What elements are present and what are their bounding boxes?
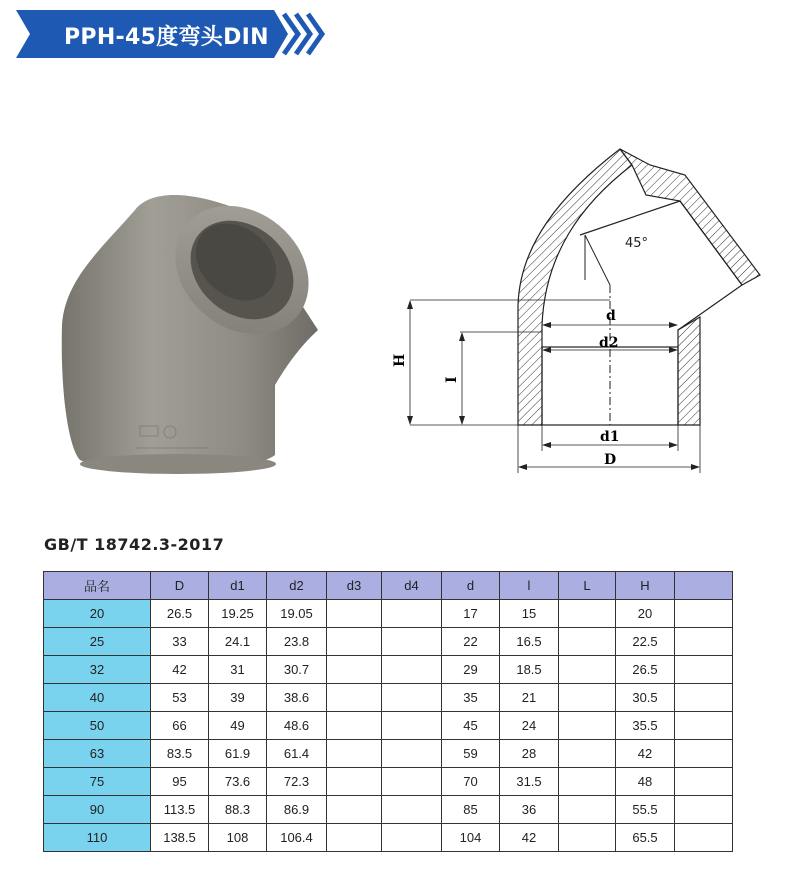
table-cell (382, 600, 442, 628)
table-cell: 73.6 (209, 768, 267, 796)
table-cell (675, 796, 733, 824)
table-cell: 31 (209, 656, 267, 684)
table-cell: 113.5 (151, 796, 209, 824)
table-cell: 49 (209, 712, 267, 740)
table-cell (559, 684, 616, 712)
table-cell (559, 768, 616, 796)
table-cell: 28 (500, 740, 559, 768)
table-cell: 16.5 (500, 628, 559, 656)
table-cell: 66 (151, 712, 209, 740)
table-cell (382, 684, 442, 712)
table-cell: 24 (500, 712, 559, 740)
table-cell: 30.7 (267, 656, 327, 684)
table-cell: 33 (151, 628, 209, 656)
column-header: d2 (267, 572, 327, 600)
table-row (44, 768, 733, 796)
table-cell: 42 (500, 824, 559, 852)
table-cell: 72.3 (267, 768, 327, 796)
row-label: 40 (44, 684, 151, 712)
table-cell: 35 (442, 684, 500, 712)
table-row (44, 712, 733, 740)
title-banner (16, 10, 326, 58)
table-cell: 30.5 (616, 684, 675, 712)
table-cell (559, 824, 616, 852)
table-cell (327, 712, 382, 740)
table-cell: 95 (151, 768, 209, 796)
table-cell: 61.4 (267, 740, 327, 768)
table-cell: 39 (209, 684, 267, 712)
table-cell (559, 712, 616, 740)
table-cell (675, 628, 733, 656)
table-cell (675, 712, 733, 740)
table-row (44, 656, 733, 684)
table-cell: 31.5 (500, 768, 559, 796)
table-cell: 22 (442, 628, 500, 656)
column-header (675, 572, 733, 600)
dimension-d2-label: d2 (599, 335, 619, 351)
table-cell (327, 684, 382, 712)
table-cell: 70 (442, 768, 500, 796)
table-cell: 26.5 (616, 656, 675, 684)
table-cell: 45 (442, 712, 500, 740)
table-cell: 20 (616, 600, 675, 628)
angle-label: 45° (625, 236, 649, 251)
table-cell: 138.5 (151, 824, 209, 852)
table-cell: 108 (209, 824, 267, 852)
column-header: D (151, 572, 209, 600)
standard-label: GB/T 18742.3-2017 (44, 535, 225, 554)
table-cell (559, 600, 616, 628)
table-cell: 24.1 (209, 628, 267, 656)
column-header: d (442, 572, 500, 600)
table-cell (675, 824, 733, 852)
table-cell (327, 600, 382, 628)
row-label: 110 (44, 824, 151, 852)
spec-table (43, 571, 733, 852)
table-cell (559, 796, 616, 824)
dimension-d1-label: d1 (600, 429, 620, 445)
table-cell: 26.5 (151, 600, 209, 628)
table-cell: 85 (442, 796, 500, 824)
column-header: d4 (382, 572, 442, 600)
table-cell: 53 (151, 684, 209, 712)
table-cell (382, 628, 442, 656)
table-cell (382, 656, 442, 684)
table-cell: 106.4 (267, 824, 327, 852)
column-header: L (559, 572, 616, 600)
table-cell: 48 (616, 768, 675, 796)
product-photo (40, 170, 340, 490)
table-cell (327, 796, 382, 824)
table-cell: 21 (500, 684, 559, 712)
table-cell (559, 656, 616, 684)
dimension-D-label: D (604, 452, 617, 468)
table-cell (675, 768, 733, 796)
dimension-h-label: H (392, 353, 408, 367)
table-cell: 35.5 (616, 712, 675, 740)
row-label: 20 (44, 600, 151, 628)
table-cell: 86.9 (267, 796, 327, 824)
table-cell (675, 740, 733, 768)
column-header: H (616, 572, 675, 600)
table-cell: 83.5 (151, 740, 209, 768)
table-cell: 42 (151, 656, 209, 684)
table-cell: 48.6 (267, 712, 327, 740)
row-label: 25 (44, 628, 151, 656)
dimension-d-label: d (606, 308, 616, 324)
table-row (44, 628, 733, 656)
table-cell: 55.5 (616, 796, 675, 824)
table-row (44, 824, 733, 852)
table-cell (559, 740, 616, 768)
table-cell (675, 656, 733, 684)
table-cell (327, 768, 382, 796)
table-cell (327, 824, 382, 852)
table-cell: 19.25 (209, 600, 267, 628)
technical-drawing (380, 135, 780, 485)
row-label: 90 (44, 796, 151, 824)
table-cell: 18.5 (500, 656, 559, 684)
table-cell (382, 712, 442, 740)
table-cell (382, 740, 442, 768)
row-label: 75 (44, 768, 151, 796)
page-title: PPH-45度弯头DIN (64, 25, 269, 50)
table-cell: 88.3 (209, 796, 267, 824)
table-cell: 59 (442, 740, 500, 768)
table-cell: 22.5 (616, 628, 675, 656)
table-cell (382, 768, 442, 796)
table-cell: 36 (500, 796, 559, 824)
table-row (44, 600, 733, 628)
table-cell: 104 (442, 824, 500, 852)
table-cell: 38.6 (267, 684, 327, 712)
table-cell (559, 628, 616, 656)
table-cell: 17 (442, 600, 500, 628)
row-label: 50 (44, 712, 151, 740)
table-cell: 65.5 (616, 824, 675, 852)
table-cell (327, 656, 382, 684)
column-header: l (500, 572, 559, 600)
table-cell (327, 628, 382, 656)
table-header (44, 572, 733, 600)
table-cell: 19.05 (267, 600, 327, 628)
table-body (44, 600, 733, 852)
table-cell: 29 (442, 656, 500, 684)
table-row (44, 740, 733, 768)
row-label: 32 (44, 656, 151, 684)
table-cell: 23.8 (267, 628, 327, 656)
table-cell (675, 600, 733, 628)
table-cell (382, 824, 442, 852)
column-header: d1 (209, 572, 267, 600)
table-cell: 42 (616, 740, 675, 768)
column-header: d3 (327, 572, 382, 600)
column-header: 品名 (44, 572, 151, 600)
table-cell: 61.9 (209, 740, 267, 768)
row-label: 63 (44, 740, 151, 768)
table-row (44, 684, 733, 712)
dimension-i-label: I (444, 376, 460, 383)
table-cell: 15 (500, 600, 559, 628)
table-row (44, 796, 733, 824)
table-cell (675, 684, 733, 712)
table-cell (382, 796, 442, 824)
table-cell (327, 740, 382, 768)
